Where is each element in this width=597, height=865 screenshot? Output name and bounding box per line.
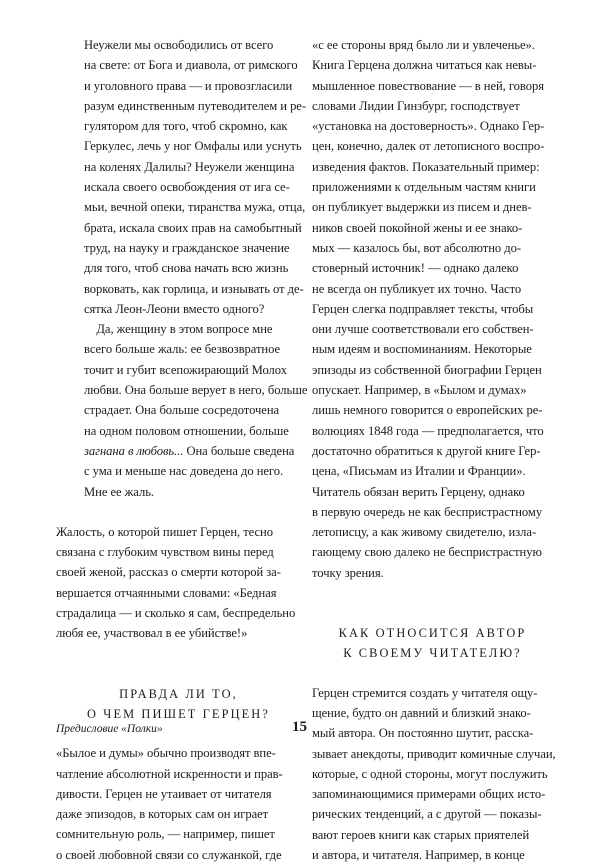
running-title: Предисловие «Полки» [56, 723, 163, 735]
quote-line: и уголовного права — и провозгласили [84, 78, 293, 93]
quote-line: искала своего освобождения от ига се- [84, 180, 290, 195]
paragraph-line: цена, «Письмам из Италии и Франции». [312, 464, 526, 479]
paragraph-line: вершается отчаянными словами: «Бедная [56, 585, 277, 600]
page-number: 15 [292, 719, 307, 735]
heading-line: О ЧЕМ ПИШЕТ ГЕРЦЕН? [87, 706, 270, 721]
heading-line: К СВОЕМУ ЧИТАТЕЛЮ? [343, 646, 522, 661]
quote-line: с ума и меньше нас доведена до него. [84, 464, 284, 479]
quote-line: на коленях Далилы? Неужели женщина [84, 159, 295, 174]
paragraph-pity [56, 522, 301, 644]
quote-line: любви. Она больше верует в него, больше [84, 383, 308, 398]
section-heading-reader [312, 623, 553, 664]
quote-line: Неужели мы освободились от всего [84, 38, 274, 52]
quote-line: страдает. Она больше сосредоточена [84, 403, 280, 418]
paragraph-sincerity [56, 743, 301, 865]
paragraph-line: они лучше соответствовали его собствен- [312, 322, 534, 337]
paragraph-line: мышленное повествование — в ней, говоря [312, 78, 544, 93]
paragraph-line: опускает. Например, в «Былом и думах» [312, 383, 527, 398]
paragraph-line: волюциях 1848 года — предполагается, что [312, 423, 544, 438]
paragraph-line: словами Лидии Гинзбург, господствует [312, 98, 520, 113]
quote-line: разум единственным путеводителем и ре- [84, 98, 306, 113]
paragraph-line: о своей любовной связи со служанкой, где [56, 847, 282, 862]
quote-line: всего больше жаль: ее безвозвратное [84, 342, 281, 357]
quote-line [84, 441, 301, 461]
quote-line: гулятором для того, чтоб скромно, как [84, 119, 288, 134]
section-heading-truth [56, 684, 301, 725]
paragraph-line: щение, будто он давний и близкий знако- [312, 705, 531, 720]
paragraph-line: «с ее стороны вряд было ли и увлеченье». [312, 38, 535, 52]
quote-line-rest: Она больше сведена [183, 443, 295, 458]
paragraph-line: страдалица — и сколько я сам, беспредельно [56, 606, 296, 621]
paragraph-line: приложениями к отдельным частям книги [312, 180, 536, 195]
quote-line: мьи, вечной опеки, тиранства мужа, отца, [84, 200, 306, 215]
paragraph-line: любя ее, участвовал в ее убийстве!» [56, 626, 248, 641]
paragraph-line: даже эпизодов, в которых сам он играет [56, 807, 269, 822]
paragraph-line: эпизоды из собственной биографии Герцен [312, 362, 542, 377]
paragraph-line: достаточно обратиться к другой книге Гер- [312, 443, 541, 458]
paragraph-line: своей женой, рассказ о смерти которой за- [56, 565, 281, 580]
quote-line: на одном половом отношении, больше [84, 423, 289, 438]
paragraph-line: рических тенденций, а с другой — показы- [312, 807, 542, 822]
paragraph-line: не всегда он публикует их точно. Часто [312, 281, 522, 296]
paragraph-documentary [312, 35, 553, 583]
paragraph-line: Книга Герцена должна читаться как невы- [312, 58, 537, 73]
quote-line: Да, женщину в этом вопросе мне [84, 322, 273, 337]
paragraph-line: «Былое и думы» обычно производят впе- [56, 746, 276, 761]
paragraph-line: чатление абсолютной искренности и прав- [56, 766, 283, 781]
left-column [56, 35, 308, 865]
paragraph-line: цен, конечно, далек от летописного воспро- [312, 139, 545, 154]
paragraph-line: запоминающимися примерами общих исто- [312, 787, 546, 802]
quote-line: брата, искала своих прав на самобытный [84, 220, 302, 235]
paragraph-line: стоверный источник! — однако далеко [312, 261, 519, 276]
paragraph-line: дивости. Герцен не утаивает от читателя [56, 786, 272, 801]
paragraph-line: Читатель обязан верить Герцену, однако [312, 484, 525, 499]
quote-italic-fragment: загнана в любовь... [84, 443, 184, 458]
paragraph-line: ным идеям и воспоминаниям. Некоторые [312, 342, 532, 357]
heading-line: ПРАВДА ЛИ ТО, [119, 686, 238, 701]
quote-line: труд, на науку и гражданское значение [84, 240, 290, 255]
paragraph-line: изведения фактов. Показательный пример: [312, 159, 540, 174]
herzen-quote [84, 35, 308, 502]
paragraph-line: Жалость, о которой пишет Герцен, тесно [56, 524, 273, 539]
paragraph-reader [312, 683, 556, 865]
paragraph-line: «установка на достоверность». Однако Гер- [312, 119, 545, 134]
heading-line: КАК ОТНОСИТСЯ АВТОР [338, 626, 527, 641]
paragraph-line: Герцен слегка подправляет тексты, чтобы [312, 301, 534, 316]
paragraph-line: вают героев книги как старых приятелей [312, 827, 530, 842]
paragraph-line: ников своей покойной жены и ее знако- [312, 220, 523, 235]
paragraph-line: сомнительную роль, — например, пишет [56, 827, 275, 842]
quote-line: для того, чтоб снова начать всю жизнь [84, 261, 289, 276]
paragraph-line: мый автора. Он постоянно шутит, расска- [312, 726, 534, 741]
paragraph-line: которые, с одной стороны, могут послужить [312, 766, 548, 781]
paragraph-line: мых — казалось бы, вот абсолютно до- [312, 240, 522, 255]
quote-line: сятка Леон-Леони вместо одного? [84, 301, 265, 316]
quote-line: Мне ее жаль. [84, 484, 154, 499]
quote-line: Геркулес, лечь у ног Омфалы или уснуть [84, 139, 302, 154]
paragraph-line: гающему свою далеко не беспристрастную [312, 545, 542, 560]
paragraph-line: летописцу, а как живому свидетелю, изла- [312, 525, 537, 540]
paragraph-line: Герцен стремится создать у читателя ощу- [312, 685, 538, 700]
paragraph-line: зывает анекдоты, приводит комичные случаи, [312, 746, 556, 761]
quote-line: на свете: от Бога и диавола, от римского [84, 58, 298, 73]
paragraph-line: точку зрения. [312, 565, 384, 580]
paragraph-line: и автора, и читателя. Например, в конце [312, 847, 525, 862]
paragraph-line: связана с глубоким чувством вины перед [56, 545, 274, 560]
right-column [312, 35, 556, 865]
paragraph-line: лишь немного говорится о европейских ре- [312, 403, 543, 418]
paragraph-line: в первую очередь не как беспристрастному [312, 504, 543, 519]
quote-line: ворковать, как горлица, и изнывать от де- [84, 281, 304, 296]
paragraph-line: он публикует выдержки из писем и днев- [312, 200, 532, 215]
quote-line: точит и губит всепожирающий Молох [84, 362, 287, 377]
